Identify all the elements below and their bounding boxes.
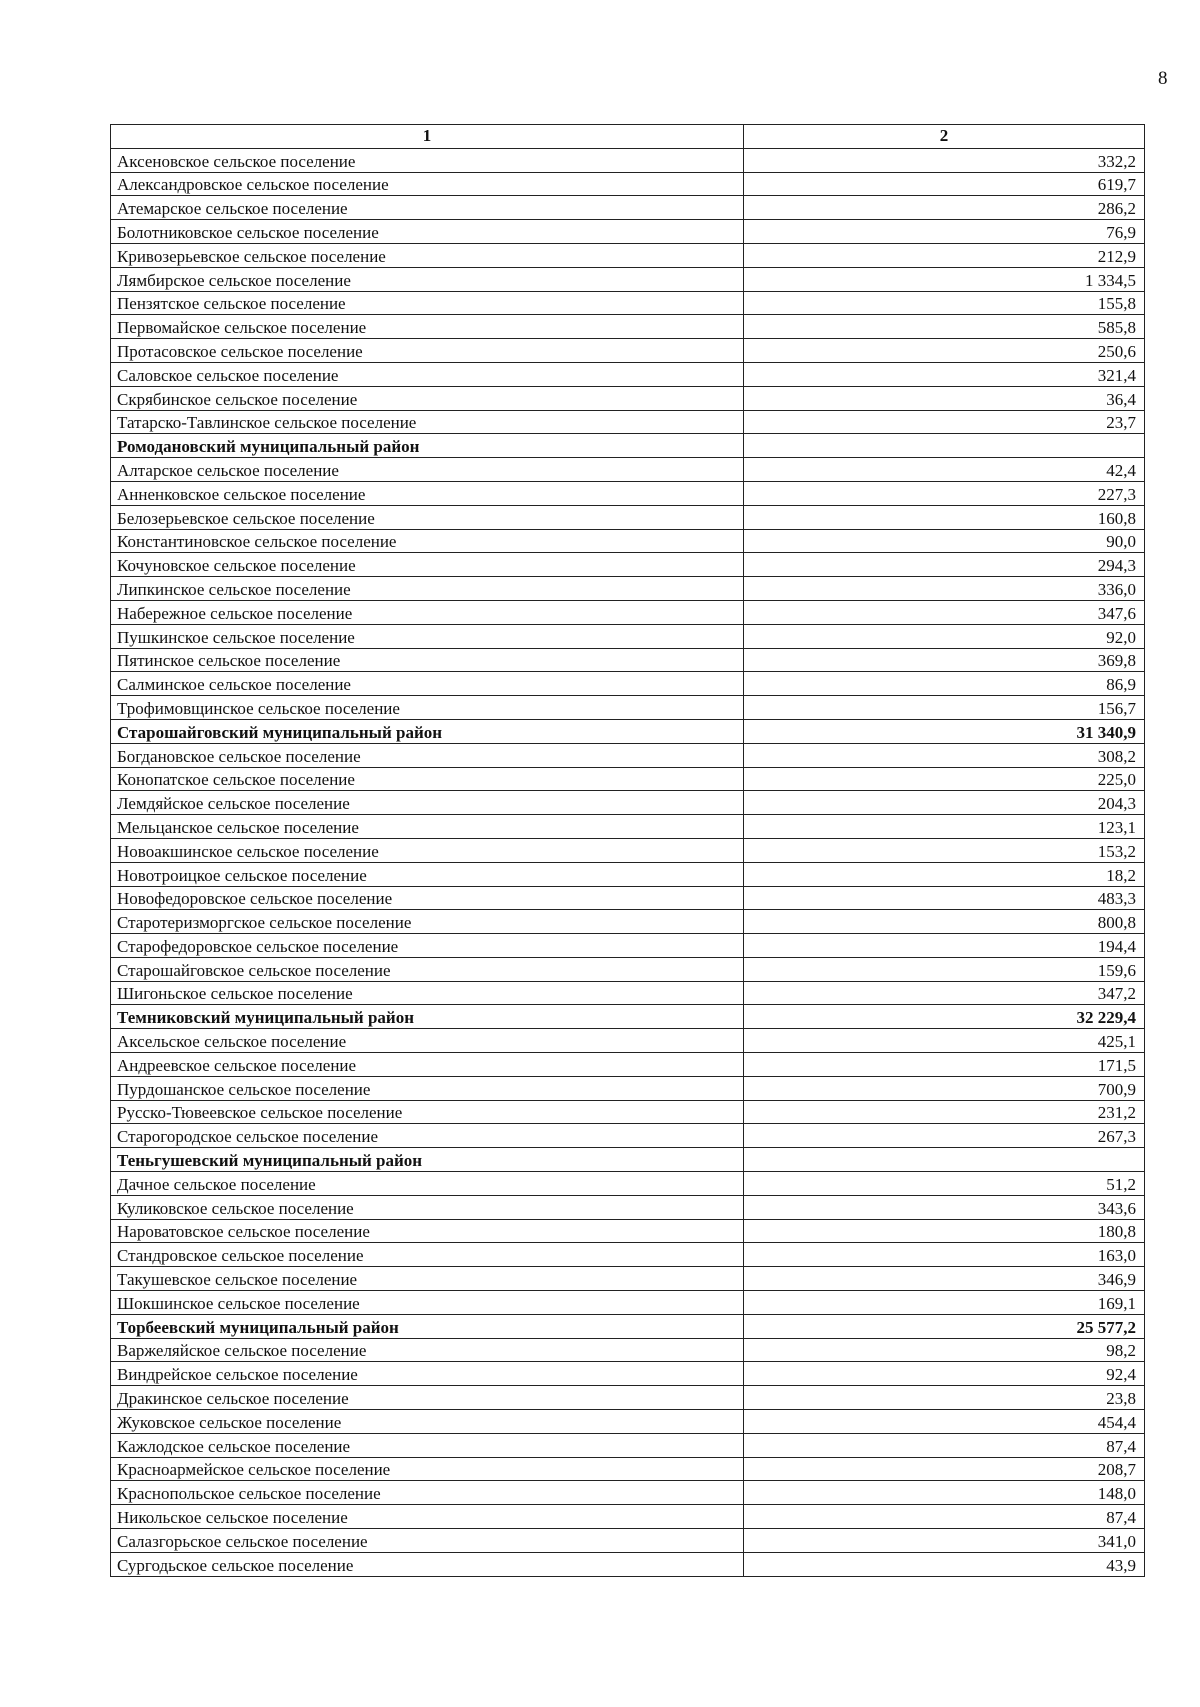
settlement-name: Куликовское сельское поселение [111,1195,744,1219]
settlement-value: 1 334,5 [744,267,1145,291]
table-row [111,1457,1145,1481]
table-row [111,1529,1145,1553]
table-row [111,1338,1145,1362]
table-header [111,125,1145,149]
page-number: 8 [1158,68,1168,89]
settlement-name: Аксеновское сельское поселение [111,148,744,172]
settlement-name: Красноармейское сельское поселение [111,1457,744,1481]
settlement-value: 585,8 [744,315,1145,339]
settlement-value: 86,9 [744,672,1145,696]
settlement-value: 231,2 [744,1100,1145,1124]
settlement-name: Шигоньское сельское поселение [111,981,744,1005]
district-name: Темниковский муниципальный район [111,1005,744,1029]
settlement-name: Пятинское сельское поселение [111,648,744,672]
table-row [111,1053,1145,1077]
settlement-value: 250,6 [744,339,1145,363]
settlement-value: 23,8 [744,1386,1145,1410]
settlement-name: Варжеляйское сельское поселение [111,1338,744,1362]
settlement-value: 180,8 [744,1219,1145,1243]
table-row [111,981,1145,1005]
table-row [111,505,1145,529]
table-row [111,1243,1145,1267]
table-row [111,220,1145,244]
table-row [111,1172,1145,1196]
table-row [111,648,1145,672]
table-row [111,1267,1145,1291]
header-row [111,125,1145,149]
settlement-name: Старогородское сельское поселение [111,1124,744,1148]
table-row [111,458,1145,482]
settlement-value: 208,7 [744,1457,1145,1481]
settlement-value: 171,5 [744,1053,1145,1077]
settlement-name: Протасовское сельское поселение [111,339,744,363]
table-row [111,577,1145,601]
settlement-name: Старофедоровское сельское поселение [111,934,744,958]
table-row [111,481,1145,505]
settlement-name: Константиновское сельское поселение [111,529,744,553]
settlement-name: Пензятское сельское поселение [111,291,744,315]
settlement-value: 286,2 [744,196,1145,220]
table-row [111,529,1145,553]
settlement-value: 343,6 [744,1195,1145,1219]
settlement-name: Аксельское сельское поселение [111,1029,744,1053]
district-value [744,434,1145,458]
settlement-value: 43,9 [744,1552,1145,1576]
settlement-name: Новоакшинское сельское поселение [111,838,744,862]
settlement-value: 347,6 [744,600,1145,624]
table-row [111,815,1145,839]
settlement-name: Новофедоровское сельское поселение [111,886,744,910]
table-row [111,1386,1145,1410]
settlement-name: Виндрейское сельское поселение [111,1362,744,1386]
district-name: Теньгушевский муниципальный район [111,1148,744,1172]
district-name: Торбеевский муниципальный район [111,1314,744,1338]
settlement-value: 159,6 [744,957,1145,981]
district-value: 25 577,2 [744,1314,1145,1338]
settlement-value: 347,2 [744,981,1145,1005]
district-name: Ромодановский муниципальный район [111,434,744,458]
settlement-value: 92,4 [744,1362,1145,1386]
settlement-name: Сургодьское сельское поселение [111,1552,744,1576]
settlement-value: 92,0 [744,624,1145,648]
settlement-value: 36,4 [744,386,1145,410]
settlement-value: 483,3 [744,886,1145,910]
district-row [111,1314,1145,1338]
table-row [111,196,1145,220]
settlement-name: Никольское сельское поселение [111,1505,744,1529]
table-row [111,672,1145,696]
settlement-name: Атемарское сельское поселение [111,196,744,220]
settlement-value: 346,9 [744,1267,1145,1291]
settlement-value: 267,3 [744,1124,1145,1148]
settlement-value: 153,2 [744,838,1145,862]
settlement-name: Лямбирское сельское поселение [111,267,744,291]
settlement-name: Набережное сельское поселение [111,600,744,624]
settlement-name: Лемдяйское сельское поселение [111,791,744,815]
settlement-value: 23,7 [744,410,1145,434]
settlement-name: Кочуновское сельское поселение [111,553,744,577]
settlement-value: 160,8 [744,505,1145,529]
settlement-name: Андреевское сельское поселение [111,1053,744,1077]
table-row [111,838,1145,862]
table-row [111,1029,1145,1053]
table-row [111,410,1145,434]
settlement-name: Салазгорьское сельское поселение [111,1529,744,1553]
table-row [111,886,1145,910]
settlement-name: Краснопольское сельское поселение [111,1481,744,1505]
table-row [111,243,1145,267]
settlement-value: 225,0 [744,767,1145,791]
settlement-value: 155,8 [744,291,1145,315]
settlement-name: Богдановское сельское поселение [111,743,744,767]
settlement-value: 76,9 [744,220,1145,244]
settlement-value: 156,7 [744,696,1145,720]
settlement-value: 18,2 [744,862,1145,886]
settlement-value: 454,4 [744,1410,1145,1434]
settlement-name: Нароватовское сельское поселение [111,1219,744,1243]
district-row [111,434,1145,458]
table-row [111,696,1145,720]
settlement-value: 332,2 [744,148,1145,172]
table-row [111,1362,1145,1386]
table-row [111,791,1145,815]
table-row [111,291,1145,315]
settlement-name: Болотниковское сельское поселение [111,220,744,244]
settlement-value: 212,9 [744,243,1145,267]
district-value: 31 340,9 [744,719,1145,743]
settlement-name: Старотеризморгское сельское поселение [111,910,744,934]
table-row [111,1481,1145,1505]
table-row [111,1433,1145,1457]
table-row [111,934,1145,958]
settlement-name: Кривозерьевское сельское поселение [111,243,744,267]
table-row [111,172,1145,196]
data-table [110,124,1145,1577]
settlement-name: Пушкинское сельское поселение [111,624,744,648]
district-value [744,1148,1145,1172]
settlement-value: 42,4 [744,458,1145,482]
table-body [111,148,1145,1576]
settlement-value: 336,0 [744,577,1145,601]
settlement-value: 700,9 [744,1076,1145,1100]
settlement-value: 51,2 [744,1172,1145,1196]
settlement-value: 98,2 [744,1338,1145,1362]
settlement-value: 87,4 [744,1505,1145,1529]
settlement-name: Шокшинское сельское поселение [111,1291,744,1315]
settlement-name: Трофимовщинское сельское поселение [111,696,744,720]
table-row [111,1100,1145,1124]
settlement-value: 123,1 [744,815,1145,839]
table-row [111,267,1145,291]
table-row [111,1410,1145,1434]
settlement-name: Саловское сельское поселение [111,362,744,386]
table-row [111,1291,1145,1315]
district-row [111,1005,1145,1029]
settlement-name: Новотроицкое сельское поселение [111,862,744,886]
settlement-value: 194,4 [744,934,1145,958]
table-row [111,1505,1145,1529]
settlement-name: Дачное сельское поселение [111,1172,744,1196]
settlement-name: Алтарское сельское поселение [111,458,744,482]
settlement-name: Александровское сельское поселение [111,172,744,196]
settlement-name: Жуковское сельское поселение [111,1410,744,1434]
district-row [111,719,1145,743]
settlement-name: Мельцанское сельское поселение [111,815,744,839]
settlement-value: 90,0 [744,529,1145,553]
settlement-name: Старошайговское сельское поселение [111,957,744,981]
table-row [111,362,1145,386]
settlement-value: 619,7 [744,172,1145,196]
settlement-value: 321,4 [744,362,1145,386]
table-row [111,862,1145,886]
settlement-value: 294,3 [744,553,1145,577]
table-row [111,910,1145,934]
table-row [111,743,1145,767]
settlement-name: Русско-Тювеевское сельское поселение [111,1100,744,1124]
settlement-name: Такушевское сельское поселение [111,1267,744,1291]
district-row [111,1148,1145,1172]
table-row [111,315,1145,339]
settlement-value: 163,0 [744,1243,1145,1267]
table-row [111,767,1145,791]
column-header-1: 1 [111,125,744,149]
settlement-name: Анненковское сельское поселение [111,481,744,505]
table-row [111,553,1145,577]
table-row [111,600,1145,624]
settlement-value: 341,0 [744,1529,1145,1553]
table-row [111,624,1145,648]
settlement-value: 87,4 [744,1433,1145,1457]
settlement-name: Первомайское сельское поселение [111,315,744,339]
settlement-value: 227,3 [744,481,1145,505]
district-value: 32 229,4 [744,1005,1145,1029]
settlement-value: 425,1 [744,1029,1145,1053]
settlement-value: 800,8 [744,910,1145,934]
settlement-name: Скрябинское сельское поселение [111,386,744,410]
settlement-value: 369,8 [744,648,1145,672]
table-row [111,957,1145,981]
settlement-value: 169,1 [744,1291,1145,1315]
settlement-name: Белозерьевское сельское поселение [111,505,744,529]
settlement-name: Кажлодское сельское поселение [111,1433,744,1457]
settlement-name: Татарско-Тавлинское сельское поселение [111,410,744,434]
settlement-name: Конопатское сельское поселение [111,767,744,791]
settlement-value: 204,3 [744,791,1145,815]
settlement-name: Пурдошанское сельское поселение [111,1076,744,1100]
table-row [111,339,1145,363]
table-row [111,1195,1145,1219]
settlement-value: 308,2 [744,743,1145,767]
settlement-name: Дракинское сельское поселение [111,1386,744,1410]
table-row [111,1552,1145,1576]
settlement-name: Салминское сельское поселение [111,672,744,696]
table-row [111,148,1145,172]
settlement-value: 148,0 [744,1481,1145,1505]
settlement-name: Липкинское сельское поселение [111,577,744,601]
table-row [111,1124,1145,1148]
column-header-2: 2 [744,125,1145,149]
settlement-name: Стандровское сельское поселение [111,1243,744,1267]
table-row [111,1076,1145,1100]
table-row [111,1219,1145,1243]
district-name: Старошайговский муниципальный район [111,719,744,743]
table-row [111,386,1145,410]
